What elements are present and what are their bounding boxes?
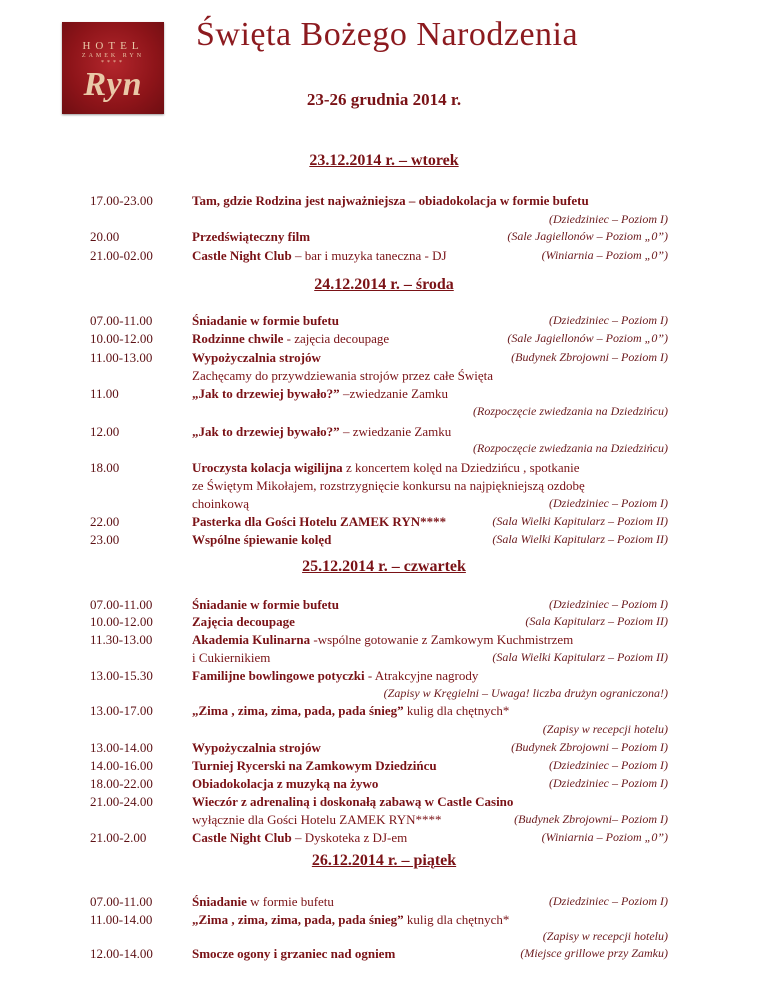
event-location: (Winiarnia – Poziom „0”) xyxy=(541,830,668,844)
event-description xyxy=(192,758,437,774)
schedule-row xyxy=(0,193,768,213)
event-description xyxy=(192,532,331,548)
event-title: Wypożyczalnia strojów xyxy=(192,350,321,365)
event-description xyxy=(192,794,513,810)
event-title: Śniadanie xyxy=(192,894,247,909)
event-title: Pasterka dla Gości Hotelu ZAMEK RYN**** xyxy=(192,514,447,529)
event-time: 12.00-14.00 xyxy=(90,946,153,961)
event-location: (Budynek Zbrojowni– Poziom I) xyxy=(514,812,668,826)
schedule-row xyxy=(0,441,768,461)
event-description: Castle Night Club – Dyskoteka z DJ-em xyxy=(192,830,408,845)
event-description: wyłącznie dla Gości Hotelu ZAMEK RYN**** xyxy=(192,812,442,827)
event-title: Turniej Rycerski na Zamkowym Dziedzińcu xyxy=(192,758,437,773)
schedule-row xyxy=(0,460,768,480)
event-location: (Budynek Zbrojowni – Poziom I) xyxy=(511,350,668,364)
event-time: 13.00-14.00 xyxy=(90,740,153,755)
event-title: Tam, gdzie Rodzina jest najważniejsza – obiadokolacja w formie bufetu xyxy=(192,193,589,208)
event-location: (Dziedziniec – Poziom I) xyxy=(549,212,668,226)
logo-zamek-text: ZAMEK RYN xyxy=(81,53,145,59)
event-description xyxy=(192,614,295,630)
event-location: (Sala Kapitularz – Poziom II) xyxy=(525,614,668,628)
event-description xyxy=(192,946,395,962)
event-title: Śniadanie w formie bufetu xyxy=(192,597,339,612)
event-location: (Dziedziniec – Poziom I) xyxy=(549,776,668,790)
event-time: 07.00-11.00 xyxy=(90,597,153,612)
event-location: (Dziedziniec – Poziom I) xyxy=(549,894,668,908)
schedule-row xyxy=(0,632,768,652)
schedule-row xyxy=(0,703,768,723)
event-description: Zachęcamy do przywdziewania strojów przez całe Święta xyxy=(192,368,494,383)
event-description: „Zima , zima, zima, pada, pada śnieg” kulig dla chętnych* xyxy=(192,703,510,718)
event-title: Castle Night Club xyxy=(192,248,292,263)
event-description xyxy=(192,350,321,366)
logo-stars: **** xyxy=(101,60,125,66)
event-location: (Winiarnia – Poziom „0”) xyxy=(541,248,668,262)
event-location: (Zapisy w recepcji hotelu) xyxy=(542,722,668,736)
event-title: Rodzinne chwile xyxy=(192,331,284,346)
schedule-row xyxy=(0,368,768,388)
event-location: (Sale Jagiellonów – Poziom „0”) xyxy=(507,331,668,345)
event-title: Śniadanie w formie bufetu xyxy=(192,313,339,328)
schedule-row xyxy=(0,830,768,850)
event-title: Smocze ogony i grzaniec nad ogniem xyxy=(192,946,396,961)
event-time: 18.00-22.00 xyxy=(90,776,153,791)
schedule-row xyxy=(0,722,768,742)
event-time: 21.00-24.00 xyxy=(90,794,153,809)
event-title: Wspólne śpiewanie kolęd xyxy=(192,532,332,547)
event-location: (Rozpoczęcie zwiedzania na Dziedzińcu) xyxy=(473,404,668,418)
event-location: (Sale Jagiellonów – Poziom „0”) xyxy=(507,229,668,243)
schedule-row xyxy=(0,758,768,778)
event-location: (Rozpoczęcie zwiedzania na Dziedzińcu) xyxy=(473,441,668,455)
event-time: 22.00 xyxy=(90,514,120,529)
event-title: Obiadokolacja z muzyką na żywo xyxy=(192,776,379,791)
event-location: (Miejsce grillowe przy Zamku) xyxy=(520,946,668,960)
day-header: 23.12.2014 r. – wtorek xyxy=(309,152,459,169)
schedule-row xyxy=(0,946,768,966)
schedule-row xyxy=(0,740,768,760)
event-title: Przedświąteczny film xyxy=(192,229,311,244)
event-time: 11.00-13.00 xyxy=(90,350,153,365)
day-header: 24.12.2014 r. – środa xyxy=(314,276,454,293)
schedule-row xyxy=(0,776,768,796)
event-title: Familijne bowlingowe potyczki xyxy=(192,668,365,683)
event-description: i Cukiernikiem xyxy=(192,650,271,665)
event-title: Wieczór z adrenaliną i doskonałą zabawą w Castle Casino xyxy=(192,794,514,809)
event-title: Akademia Kulinarna xyxy=(192,632,311,647)
event-description xyxy=(192,193,589,209)
event-time: 07.00-11.00 xyxy=(90,894,153,909)
page-title: Święta Bożego Narodzenia xyxy=(196,16,579,53)
event-location: (Sala Wielki Kapitularz – Poziom II) xyxy=(492,532,668,546)
schedule-row xyxy=(0,331,768,351)
event-description: Rodzinne chwile - zajęcia decoupage xyxy=(192,331,390,346)
date-range: 23-26 grudnia 2014 r. xyxy=(306,90,462,109)
event-time: 07.00-11.00 xyxy=(90,313,153,328)
schedule-row xyxy=(0,386,768,406)
event-location: (Dziedziniec – Poziom I) xyxy=(549,496,668,510)
event-location: (Sala Wielki Kapitularz – Poziom II) xyxy=(492,514,668,528)
event-description xyxy=(192,313,339,329)
schedule-row xyxy=(0,894,768,914)
event-description: Śniadanie w formie bufetu xyxy=(192,894,334,909)
event-title: „Jak to drzewiej bywało?” xyxy=(192,424,340,439)
event-description xyxy=(192,597,339,613)
event-location: (Dziedziniec – Poziom I) xyxy=(549,313,668,327)
event-location: (Dziedziniec – Poziom I) xyxy=(549,758,668,772)
event-time: 13.00-15.30 xyxy=(90,668,153,683)
event-title: Uroczysta kolacja wigilijna xyxy=(192,460,343,475)
day-header: 26.12.2014 r. – piątek xyxy=(311,852,457,869)
schedule-row xyxy=(0,650,768,670)
event-description: „Jak to drzewiej bywało?” –zwiedzanie Zamku xyxy=(192,386,448,401)
event-location: (Budynek Zbrojowni – Poziom I) xyxy=(511,740,668,754)
event-time: 12.00 xyxy=(90,424,120,439)
event-description: „Jak to drzewiej bywało?” – zwiedzanie Zamku xyxy=(192,424,452,439)
event-time: 18.00 xyxy=(90,460,120,475)
event-description xyxy=(192,776,378,792)
schedule-row xyxy=(0,229,768,249)
logo-ryn-text: Ryn xyxy=(83,66,143,103)
schedule-row xyxy=(0,350,768,370)
event-location: (Sala Wielki Kapitularz – Poziom II) xyxy=(492,650,668,664)
event-time: 14.00-16.00 xyxy=(90,758,153,773)
event-description: Akademia Kulinarna -wspólne gotowanie z Zamkowym Kuchmistrzem xyxy=(192,632,574,647)
event-time: 21.00-2.00 xyxy=(90,830,147,845)
day-header: 25.12.2014 r. – czwartek xyxy=(302,558,466,575)
event-time: 11.00 xyxy=(90,386,119,401)
schedule-row xyxy=(0,478,768,498)
event-time: 10.00-12.00 xyxy=(90,331,153,346)
event-title: „Jak to drzewiej bywało?” xyxy=(192,386,340,401)
event-description xyxy=(192,514,446,530)
schedule-row xyxy=(0,313,768,333)
schedule-row xyxy=(0,496,768,516)
event-time: 11.30-13.00 xyxy=(90,632,153,647)
event-time: 17.00-23.00 xyxy=(90,193,153,208)
schedule-row xyxy=(0,514,768,534)
event-time: 23.00 xyxy=(90,532,120,547)
event-time: 10.00-12.00 xyxy=(90,614,153,629)
schedule-row xyxy=(0,404,768,424)
event-title: „Zima , zima, zima, pada, pada śnieg” xyxy=(192,912,404,927)
event-description: Familijne bowlingowe potyczki - Atrakcyjne nagrody xyxy=(192,668,479,683)
event-time: 13.00-17.00 xyxy=(90,703,153,718)
event-description xyxy=(192,229,310,245)
event-title: Castle Night Club xyxy=(192,830,292,845)
event-description: Castle Night Club – bar i muzyka taneczna - DJ xyxy=(192,248,447,263)
schedule-row xyxy=(0,794,768,814)
schedule-row xyxy=(0,614,768,634)
event-description: „Zima , zima, zima, pada, pada śnieg” kulig dla chętnych* xyxy=(192,912,510,927)
event-title: „Zima , zima, zima, pada, pada śnieg” xyxy=(192,703,404,718)
event-location: (Zapisy w Kręgielni – Uwaga! liczba drużyn ograniczona!) xyxy=(383,686,668,700)
event-title: Wypożyczalnia strojów xyxy=(192,740,321,755)
event-description: Uroczysta kolacja wigilijna z koncertem kolęd na Dziedzińcu , spotkanie xyxy=(192,460,580,475)
event-time: 20.00 xyxy=(90,229,120,244)
event-time: 11.00-14.00 xyxy=(90,912,153,927)
event-title: Zajęcia decoupage xyxy=(192,614,295,629)
event-description: choinkową xyxy=(192,496,250,511)
event-description xyxy=(192,740,321,756)
schedule-row xyxy=(0,812,768,832)
event-location: (Dziedziniec – Poziom I) xyxy=(549,597,668,611)
schedule-row xyxy=(0,668,768,688)
schedule-row xyxy=(0,532,768,552)
event-time: 21.00-02.00 xyxy=(90,248,153,263)
event-location: (Zapisy w recepcji hotelu) xyxy=(542,929,668,943)
event-description: ze Świętym Mikołajem, rozstrzygnięcie konkursu na najpiękniejszą ozdobę xyxy=(192,478,585,493)
logo-hotel-text: HOTEL xyxy=(82,40,144,52)
schedule-row xyxy=(0,248,768,268)
